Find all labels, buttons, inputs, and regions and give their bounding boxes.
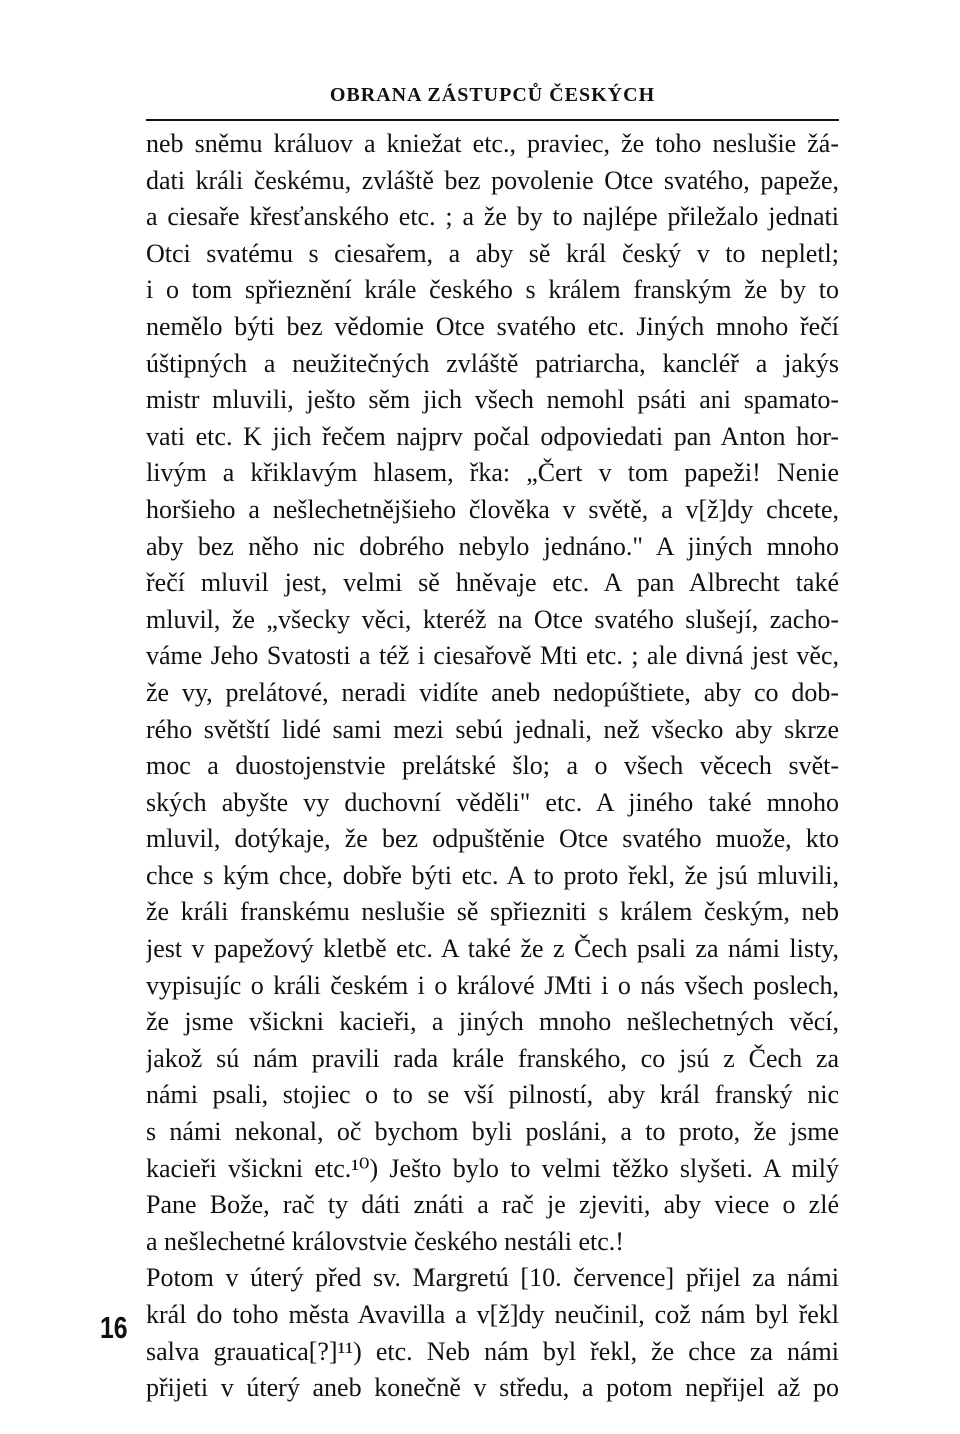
- text-line: i o tom spřieznění krále českého s králem franským že by to: [146, 275, 839, 305]
- text-line: moc a duostojenstvie prelátské šlo; a o všech věcech svět-: [146, 751, 839, 781]
- text-line: Otci svatému s ciesařem, a aby sě král český v to nepletl;: [146, 238, 839, 268]
- running-title: OBRANA ZÁSTUPCŮ ČESKÝCH: [329, 84, 656, 106]
- text-line: a ciesaře křesťanského etc. ; a že by to najlépe přiležalo jednati: [146, 202, 839, 232]
- text-line: ských abyšte vy duchovní věděli" etc. A jiného také mnoho: [146, 787, 839, 817]
- text-line: král do toho města Avavilla a v[ž]dy neučinil, což nám byl řekl: [146, 1300, 839, 1329]
- body-text: [146, 126, 839, 1407]
- text-line: vypisujíc o králi českém i o králové JMti i o nás všech poslech,: [146, 970, 839, 1000]
- text-line: mluvil, dotýkaje, že bez odpuštěnie Otce svatého muože, kto: [146, 824, 839, 854]
- text-line: přijeti v úterý aneb konečně v středu, a potom nepřijel až po: [146, 1373, 839, 1403]
- header-rule: [146, 119, 839, 121]
- text-line: Pane Bože, rač ty dáti znáti a rač je zjeviti, aby viece o zlé: [146, 1190, 839, 1220]
- text-line: jakož sú nám pravili rada krále franského, co jsú z Čech za: [146, 1043, 839, 1073]
- text-line: že králi franskému neslušie sě spřiezniti s králem českým, neb: [146, 897, 839, 927]
- text-line: s námi nekonal, oč bychom byli posláni, a to proto, že jsme: [146, 1117, 839, 1147]
- text-line: kacieři všickni etc.¹⁰) Ješto bylo to velmi těžko slyšeti. A milý: [146, 1153, 839, 1183]
- text-line: livým a křiklavým hlasem, řka: „Čert v tom papeži! Nenie: [146, 458, 839, 488]
- text-line: že vy, prelátové, neradi vidíte aneb nedopúštiete, aby co dob-: [146, 677, 839, 707]
- text-line: Potom v úterý před sv. Margretú [10. července] přijel za námi: [146, 1263, 839, 1293]
- text-line: vati etc. K jich řečem najprv počal odpoviedati pan Anton hor-: [146, 421, 839, 451]
- text-line: chce s kým chce, dobře býti etc. A to proto řekl, že jsú mluvili,: [146, 860, 839, 890]
- text-line: úštipných a neužitečných zvláště patriarcha, kancléř a jakýs: [146, 348, 839, 378]
- text-line: námi psali, stojiec o to se vší pilností, aby král franský nic: [146, 1080, 839, 1110]
- text-line: váme Jeho Svatosti a též i ciesařově Mti etc. ; ale divná jest věc,: [146, 641, 839, 671]
- text-line: dati králi českému, zvláště bez povolenie Otce svatého, papeže,: [146, 165, 839, 195]
- text-line: že jsme všickni kacieři, a jiných mnoho nešlechetných věcí,: [146, 1007, 839, 1037]
- text-line: mistr mluvili, ješto sěm jich všech nemohl psáti ani spamato-: [146, 385, 839, 415]
- text-line: řečí mluvil jest, velmi sě hněvaje etc. A pan Albrecht také: [146, 568, 839, 598]
- page-number: 16: [100, 1310, 128, 1345]
- text-line: mluvil, že „všecky věci, kteréž na Otce svatého slušejí, zacho-: [146, 604, 839, 634]
- text-line: jest v papežový kletbě etc. A také že z Čech psali za námi listy,: [146, 934, 839, 964]
- text-line: nemělo býti bez vědomie Otce svatého etc. Jiných mnoho řečí: [146, 311, 839, 341]
- text-line: aby bez něho nic dobrého nebylo jednáno." A jiných mnoho: [146, 531, 839, 561]
- text-line: a nešlechetné královstvie českého nestáli etc.!: [146, 1226, 624, 1256]
- text-line: rého světští lidé sami mezi sebú jednali, než všecko aby skrze: [146, 714, 839, 744]
- text-line: salva grauatica[?]¹¹) etc. Neb nám byl řekl, že chce za námi: [146, 1336, 839, 1366]
- text-line: neb sněmu králuov a kniežat etc., praviec, že toho neslušie žá-: [146, 129, 839, 158]
- text-line: horšieho a nešlechetnějšieho člověka v světě, a v[ž]dy chcete,: [146, 494, 839, 524]
